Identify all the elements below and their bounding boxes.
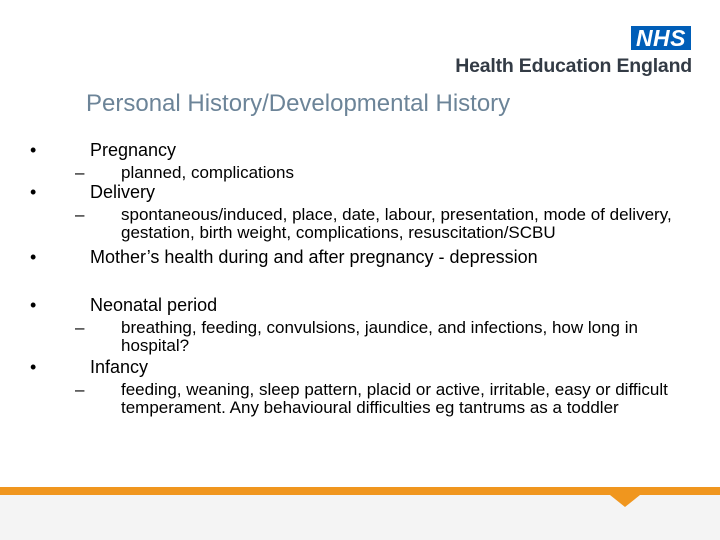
sub-item — [30, 381, 700, 417]
item-label: Mother’s health during and after pregnancy - depression — [90, 247, 538, 267]
nhs-badge: NHS — [631, 26, 691, 50]
bullet-icon: • — [30, 140, 37, 160]
bullet-icon: • — [30, 182, 37, 202]
sub-item — [30, 206, 700, 242]
footer-notch-icon — [610, 495, 640, 509]
item-label: Neonatal period — [90, 295, 218, 315]
sub-item-text: feeding, weaning, sleep pattern, placid or active, irritable, easy or difficult temperament. Any behavioural difficulties eg tantrums as a toddler — [121, 380, 668, 417]
org-name: Health Education England — [455, 55, 692, 77]
footer-bar — [0, 487, 720, 495]
item-label: Pregnancy — [90, 140, 177, 160]
bullet-list — [30, 140, 700, 417]
dash-icon: – — [75, 380, 85, 399]
list-item-infancy — [30, 357, 700, 417]
list-item-mothers-health — [30, 247, 700, 267]
dash-icon: – — [75, 205, 85, 224]
list-item-neonatal — [30, 295, 700, 355]
bullet-icon: • — [30, 357, 37, 377]
list-item-delivery — [30, 182, 700, 242]
nhs-logo — [455, 26, 692, 78]
sub-item — [30, 319, 700, 355]
bullet-icon: • — [30, 247, 37, 267]
sub-item — [30, 164, 700, 182]
dash-icon: – — [75, 318, 85, 337]
item-label: Delivery — [90, 182, 156, 202]
list-item-pregnancy — [30, 140, 700, 182]
item-label: Infancy — [90, 357, 149, 377]
sub-item-text: breathing, feeding, convulsions, jaundice, and infections, how long in hospital? — [121, 318, 638, 355]
sub-item-text: planned, complications — [121, 163, 294, 182]
sub-item-text: spontaneous/induced, place, date, labour, presentation, mode of delivery, gestation, birth weight, complications, resuscitation/SCBU — [121, 205, 672, 242]
dash-icon: – — [75, 163, 85, 182]
bullet-icon: • — [30, 295, 37, 315]
page-title: Personal History/Developmental History — [86, 90, 511, 117]
